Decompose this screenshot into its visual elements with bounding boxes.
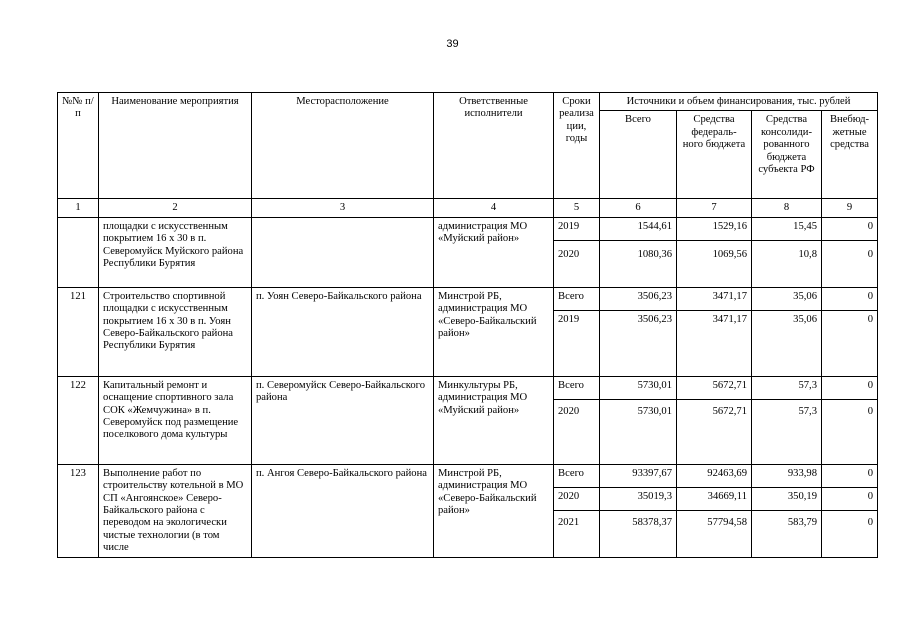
total-cell: 1080,36 (600, 240, 677, 287)
header-no: №№ п/п (58, 93, 99, 199)
funding-table (57, 92, 878, 558)
header-location: Месторасположение (252, 93, 434, 199)
regional-cell: 933,98 (752, 464, 822, 487)
regional-cell: 35,06 (752, 310, 822, 376)
index-cell: 9 (822, 199, 878, 217)
extra-cell: 0 (822, 487, 878, 510)
total-cell: 35019,3 (600, 487, 677, 510)
federal-cell: 57794,58 (677, 510, 752, 557)
activity-responsible: Минстрой РБ, администрация МО «Северо-Байкальский район» (434, 464, 554, 557)
index-cell: 7 (677, 199, 752, 217)
extra-cell: 0 (822, 240, 878, 287)
activity-location: п. Северомуйск Северо-Байкальского района (252, 376, 434, 464)
header-name: Наименование мероприятия (99, 93, 252, 199)
regional-cell: 583,79 (752, 510, 822, 557)
federal-cell: 3471,17 (677, 310, 752, 376)
year-cell: Всего (554, 464, 600, 487)
header-regional: Средства консолиди- рованного бюджета субъекта РФ (752, 111, 822, 199)
header-funding-group: Источники и объем финансирования, тыс. рублей (600, 93, 878, 111)
federal-cell: 92463,69 (677, 464, 752, 487)
row-number: 121 (58, 287, 99, 376)
regional-cell: 57,3 (752, 376, 822, 399)
header-terms: Сроки реализа ции, годы (554, 93, 600, 199)
year-cell: Всего (554, 376, 600, 399)
index-cell: 1 (58, 199, 99, 217)
index-cell: 6 (600, 199, 677, 217)
extra-cell: 0 (822, 399, 878, 464)
total-cell: 3506,23 (600, 287, 677, 310)
extra-cell: 0 (822, 376, 878, 399)
federal-cell: 1529,16 (677, 217, 752, 240)
header-federal: Средства федераль- ного бюджета (677, 111, 752, 199)
row-number: 122 (58, 376, 99, 464)
year-cell: 2019 (554, 310, 600, 376)
header-responsible: Ответственные исполнители (434, 93, 554, 199)
index-cell: 2 (99, 199, 252, 217)
federal-cell: 1069,56 (677, 240, 752, 287)
index-cell: 4 (434, 199, 554, 217)
year-cell: 2020 (554, 240, 600, 287)
row-number: 123 (58, 464, 99, 557)
activity-location (252, 217, 434, 287)
header-total: Всего (600, 111, 677, 199)
year-cell: Всего (554, 287, 600, 310)
activity-location: п. Ангоя Северо-Байкальского района (252, 464, 434, 557)
activity-responsible: Минстрой РБ, администрация МО «Северо-Байкальский район» (434, 287, 554, 376)
index-cell: 3 (252, 199, 434, 217)
total-cell: 1544,61 (600, 217, 677, 240)
activity-responsible: Минкультуры РБ, администрация МО «Муйский район» (434, 376, 554, 464)
page-number: 39 (446, 38, 459, 50)
federal-cell: 34669,11 (677, 487, 752, 510)
row-number (58, 217, 99, 287)
total-cell: 5730,01 (600, 399, 677, 464)
year-cell: 2020 (554, 487, 600, 510)
federal-cell: 3471,17 (677, 287, 752, 310)
table-row (58, 287, 878, 310)
extra-cell: 0 (822, 464, 878, 487)
table-row (58, 376, 878, 399)
index-cell: 5 (554, 199, 600, 217)
total-cell: 3506,23 (600, 310, 677, 376)
extra-cell: 0 (822, 287, 878, 310)
activity-name: площадки с искусственным покрытием 16 х 30 в п. Северомуйск Муйского района Республики Бурятия (99, 217, 252, 287)
year-cell: 2019 (554, 217, 600, 240)
extra-cell: 0 (822, 510, 878, 557)
regional-cell: 35,06 (752, 287, 822, 310)
activity-name: Выполнение работ по строительству котельной в МО СП «Ангоянское» Северо-Байкальского района с переводом на экологически чистые технологии (в том числе (99, 464, 252, 557)
regional-cell: 15,45 (752, 217, 822, 240)
extra-cell: 0 (822, 217, 878, 240)
federal-cell: 5672,71 (677, 376, 752, 399)
federal-cell: 5672,71 (677, 399, 752, 464)
year-cell: 2021 (554, 510, 600, 557)
extra-cell: 0 (822, 310, 878, 376)
activity-name: Капитальный ремонт и оснащение спортивного зала СОК «Жемчужина» в п. Северомуйск под размещение поселкового дома культуры (99, 376, 252, 464)
total-cell: 93397,67 (600, 464, 677, 487)
regional-cell: 57,3 (752, 399, 822, 464)
index-row (58, 199, 878, 217)
year-cell: 2020 (554, 399, 600, 464)
total-cell: 58378,37 (600, 510, 677, 557)
activity-name: Строительство спортивной площадки с искусственным покрытием 16 х 30 в п. Уоян Северо-Байкальского района Республики Бурятия (99, 287, 252, 376)
regional-cell: 350,19 (752, 487, 822, 510)
activity-location: п. Уоян Северо-Байкальского района (252, 287, 434, 376)
header-extra: Внебюд- жетные средства (822, 111, 878, 199)
regional-cell: 10,8 (752, 240, 822, 287)
activity-responsible: администрация МО «Муйский район» (434, 217, 554, 287)
table-row (58, 217, 878, 240)
table-row (58, 464, 878, 487)
index-cell: 8 (752, 199, 822, 217)
header-row (58, 93, 878, 111)
total-cell: 5730,01 (600, 376, 677, 399)
